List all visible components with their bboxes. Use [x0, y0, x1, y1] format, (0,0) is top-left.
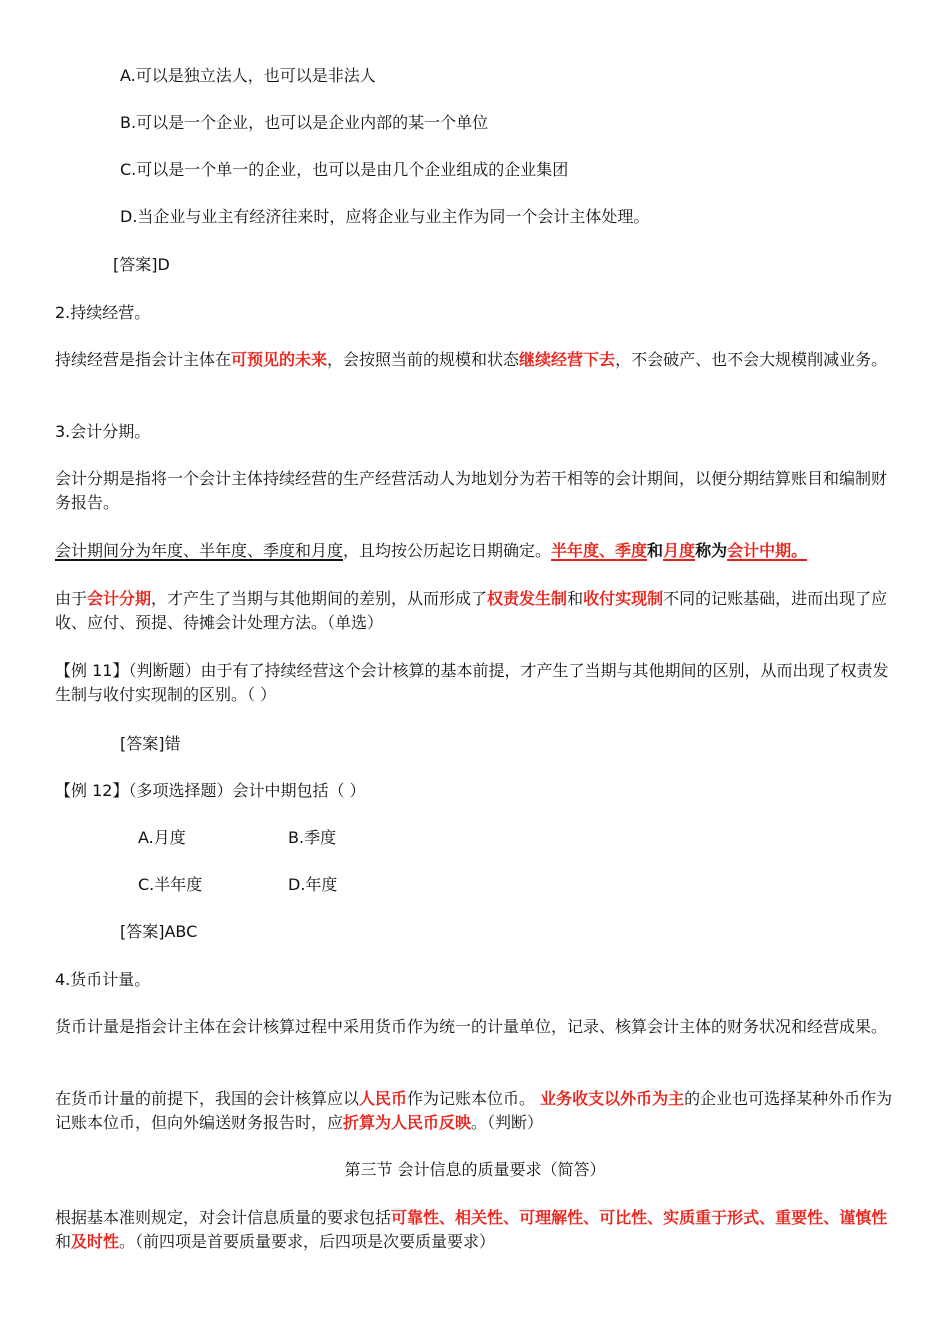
emphasis-accrual-basis: 权责发生制: [487, 589, 568, 608]
text-run: 、: [759, 1208, 776, 1227]
example-12-question: 【例 12】（多项选择题）会计中期包括（ ）: [55, 781, 366, 800]
option-c: C.可以是一个单一的企业，也可以是由几个企业组成的企业集团: [120, 160, 569, 179]
example-11-question: 【例 11】（判断题）由于有了持续经营这个会计核算的基本前提，才产生了当期与其他期间的区别，从而出现了权责发生制与收付实现制的区别。（ ）: [55, 661, 889, 704]
text-run: 和: [647, 541, 664, 560]
text-run: 、: [647, 1208, 664, 1227]
example-12-option-d: D.年度: [288, 875, 338, 894]
text-run: ，不会破产、也不会大规模削减业务。: [615, 350, 888, 369]
emphasis-foreign-currency: 业务收支以外币为主: [540, 1089, 685, 1108]
emphasis-rmb: 人民币: [359, 1089, 408, 1108]
emphasis-interim: 会计中期: [727, 541, 792, 560]
emphasis-substance-over-form: 实质重于形式: [663, 1208, 760, 1227]
monetary-measurement-paragraph: 货币计量是指会计主体在会计核算过程中采用货币作为统一的计量单位，记录、核算会计主体的财务状况和经营成果。: [55, 1017, 888, 1036]
emphasis-foreseeable-future: 可预见的未来: [231, 350, 328, 369]
text-run: 持续经营是指会计主体在: [55, 350, 232, 369]
text-run: 、: [823, 1208, 840, 1227]
going-concern-paragraph: [55, 348, 895, 372]
emphasis-month: 月度: [663, 541, 696, 560]
text-run: 在货币计量的前提下，我国的会计核算应以: [55, 1089, 360, 1108]
emphasis-timeliness: 及时性: [71, 1232, 120, 1251]
answer-label: [答案]D: [113, 255, 170, 274]
emphasis-continue-operating: 继续经营下去: [519, 350, 616, 369]
underlined-text: 会计期间分为年度、半年度、季度和月度: [55, 541, 344, 560]
emphasis-prudence: 谨慎性: [839, 1208, 888, 1227]
text-run: 根据基本准则规定，对会计信息质量的要求包括: [55, 1208, 392, 1227]
text-run: 称为: [695, 541, 728, 560]
emphasis-cash-basis: 收付实现制: [583, 589, 664, 608]
text-run: ，且均按公历起讫日期确定。: [343, 541, 552, 560]
section-heading-monetary-measurement: 4.货币计量。: [55, 970, 151, 989]
example-12-option-a: A.月度: [138, 828, 186, 847]
section-title: 第三节 会计信息的质量要求（简答）: [344, 1160, 606, 1179]
emphasis-materiality: 重要性: [775, 1208, 824, 1227]
text-run: 的企业也可选择某种外币作为记账本位币，但向外编送财务报告时，应: [55, 1089, 893, 1132]
text-run: ，会按照当前的规模和状态: [327, 350, 520, 369]
option-d: D.当企业与业主有经济往来时，应将企业与业主作为同一个会计主体处理。: [120, 207, 650, 226]
example-12-option-b: B.季度: [288, 828, 337, 847]
interim-period-paragraph: [55, 539, 895, 563]
emphasis-translate-rmb: 折算为人民币反映: [343, 1113, 472, 1132]
example-12-answer: [答案]ABC: [120, 922, 198, 941]
emphasis-half-year-quarter: 半年度、季度: [551, 541, 648, 560]
text-run: 。: [791, 541, 808, 560]
emphasis-relevance: 相关性: [455, 1208, 504, 1227]
text-run: 和: [55, 1232, 72, 1251]
text-run: 和: [567, 589, 584, 608]
text-run: 、: [583, 1208, 600, 1227]
section-heading-accounting-periods: 3.会计分期。: [55, 422, 151, 441]
accounting-periods-paragraph: 会计分期是指将一个会计主体持续经营的生产经营活动人为地划分为若干相等的会计期间，以便分期结算账目和编制财务报告。: [55, 469, 888, 512]
emphasis-understandability: 可理解性: [519, 1208, 584, 1227]
text-run: 作为记账本位币。: [407, 1089, 541, 1108]
quality-requirements-paragraph: [55, 1206, 895, 1254]
text-run: ，才产生了当期与其他期间的差别，从而形成了: [151, 589, 488, 608]
option-a: A.可以是独立法人，也可以是非法人: [120, 66, 376, 85]
emphasis-reliability: 可靠性: [391, 1208, 440, 1227]
text-run: 由于: [55, 589, 88, 608]
text-run: 。（判断）: [471, 1113, 544, 1132]
text-run: 、: [503, 1208, 520, 1227]
text-run: 。（前四项是首要质量要求，后四项是次要质量要求）: [119, 1232, 496, 1251]
emphasis-comparability: 可比性: [599, 1208, 648, 1227]
example-12-option-c: C.半年度: [138, 875, 203, 894]
option-b: B.可以是一个企业，也可以是企业内部的某一个单位: [120, 113, 489, 132]
example-11-answer: [答案]错: [120, 734, 181, 753]
text-run: 、: [439, 1208, 456, 1227]
functional-currency-paragraph: [55, 1087, 895, 1135]
text-run: 不同的记账基础，进而出现了应收、应付、预提、待摊会计处理方法。（单选）: [55, 589, 888, 632]
emphasis-accounting-periods: 会计分期: [87, 589, 152, 608]
section-heading-going-concern: 2.持续经营。: [55, 303, 151, 322]
accrual-basis-paragraph: [55, 587, 895, 635]
